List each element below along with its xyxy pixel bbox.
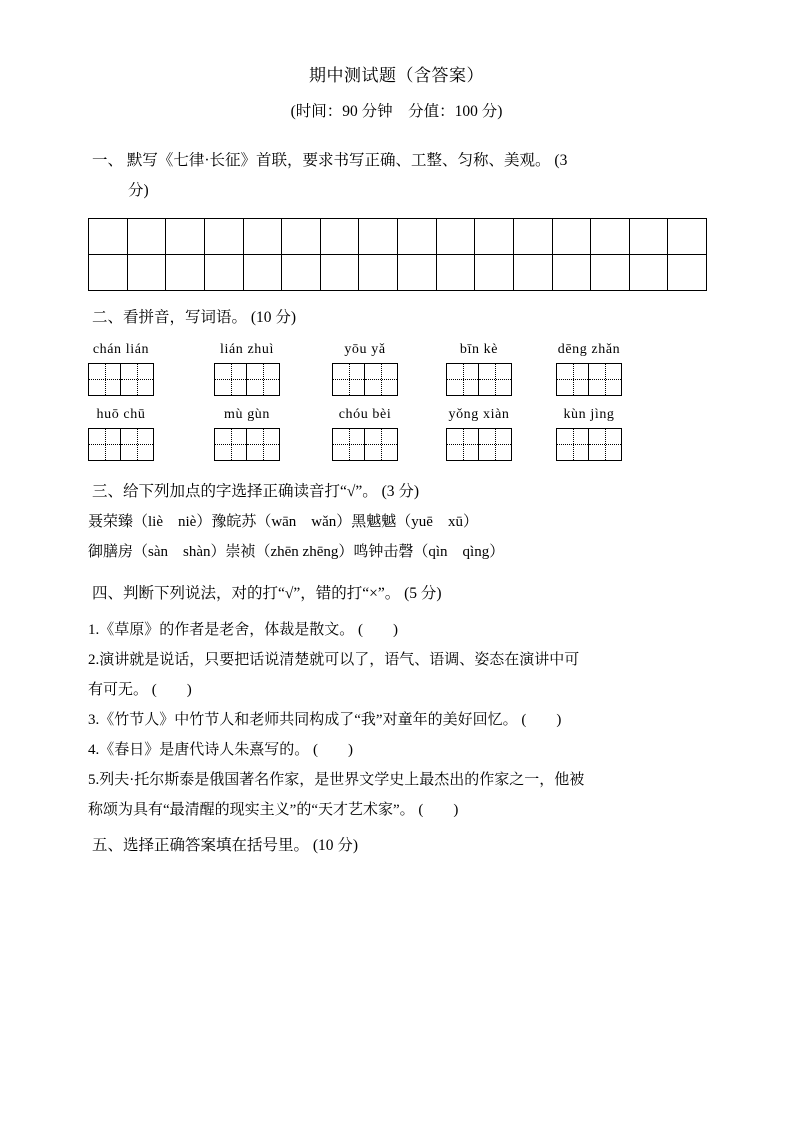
writing-grid-cell[interactable]	[398, 218, 437, 254]
pinyin-word-item	[214, 406, 280, 461]
pinyin-label: kùn jìng	[563, 406, 615, 422]
tianzige-cell[interactable]	[214, 428, 247, 461]
tianzige-cell[interactable]	[214, 363, 247, 396]
writing-grid-cell[interactable]	[89, 254, 128, 290]
writing-grid-cell[interactable]	[243, 254, 282, 290]
writing-grid-row	[89, 218, 707, 254]
pinyin-label: lián zhuì	[220, 341, 274, 357]
tianzige-cell[interactable]	[88, 428, 121, 461]
pinyin-word-item	[446, 406, 512, 461]
writing-grid-cell[interactable]	[127, 254, 166, 290]
judgement-item-5-line2: 称颂为具有“最清醒的现实主义”的“天才艺术家”。 ( )	[88, 801, 459, 818]
tianzige-cell[interactable]	[332, 363, 365, 396]
tianzige-box[interactable]	[88, 428, 154, 461]
exam-info-line: (时间：90 分钟 分值：100 分)	[290, 103, 503, 121]
writing-grid-cell[interactable]	[552, 254, 591, 290]
tianzige-box[interactable]	[446, 363, 512, 396]
section-three-heading: 三、给下列加点的字选择正确读音打“√”。 (3 分)	[92, 482, 420, 500]
tianzige-cell[interactable]	[589, 428, 622, 461]
judgement-item-5-line1: 5.列夫·托尔斯泰是俄国著名作家，是世界文学史上最杰出的作家之一，他被	[88, 771, 585, 788]
writing-grid-cell[interactable]	[629, 218, 668, 254]
pinyin-label: huō chū	[96, 406, 146, 422]
tianzige-cell[interactable]	[446, 428, 479, 461]
pinyin-answer-block	[0, 333, 793, 461]
tianzige-cell[interactable]	[556, 363, 589, 396]
writing-grid-cell[interactable]	[320, 254, 359, 290]
writing-grid-cell[interactable]	[513, 254, 552, 290]
writing-grid-body	[89, 218, 707, 290]
judgement-item-1: 1.《草原》的作者是老舍，体裁是散文。 ( )	[88, 621, 398, 638]
writing-grid-cell[interactable]	[668, 218, 707, 254]
pinyin-word-item	[332, 341, 398, 396]
section-two-heading: 二、看拼音，写词语。 (10 分)	[92, 308, 297, 326]
tianzige-box[interactable]	[556, 428, 622, 461]
writing-grid-wrapper	[0, 206, 793, 291]
tianzige-cell[interactable]	[121, 363, 154, 396]
writing-grid-cell[interactable]	[204, 218, 243, 254]
pinyin-row	[88, 406, 793, 461]
tianzige-cell[interactable]	[332, 428, 365, 461]
pinyin-label: chán lián	[92, 341, 150, 357]
section-one-heading-line1: 一、 默写《七律·长征》首联，要求书写正确、工整、匀称、美观。 (3	[92, 151, 568, 169]
writing-grid-cell[interactable]	[513, 218, 552, 254]
tianzige-box[interactable]	[446, 428, 512, 461]
pinyin-word-item	[88, 341, 154, 396]
pinyin-label: chóu bèi	[338, 406, 392, 422]
pinyin-label: mù gùn	[224, 406, 270, 422]
writing-grid-cell[interactable]	[552, 218, 591, 254]
tianzige-cell[interactable]	[88, 363, 121, 396]
section-four-heading: 四、判断下列说法，对的打“√”，错的打“×”。 (5 分)	[92, 584, 442, 602]
writing-grid-table	[88, 218, 707, 291]
writing-grid-cell[interactable]	[282, 218, 321, 254]
tianzige-cell[interactable]	[446, 363, 479, 396]
judgement-item-3: 3.《竹节人》中竹节人和老师共同构成了“我”对童年的美好回忆。 ( )	[88, 711, 562, 728]
section-one-heading-line2: 分)	[128, 181, 149, 199]
pinyin-word-item	[556, 341, 622, 396]
section-one-heading	[0, 146, 793, 206]
pinyin-label: yǒng xiàn	[448, 406, 510, 422]
tianzige-cell[interactable]	[365, 363, 398, 396]
tianzige-cell[interactable]	[121, 428, 154, 461]
writing-grid-cell[interactable]	[475, 254, 514, 290]
section-three-line-1: 聂荣臻（liè niè）豫皖苏（wān wǎn）黑魆魆（yuē xū）	[88, 513, 478, 530]
pinyin-label: dēng zhǎn	[557, 341, 621, 357]
judgement-item-2-line2: 有可无。 ( )	[88, 681, 192, 698]
writing-grid-cell[interactable]	[166, 254, 205, 290]
writing-grid-cell[interactable]	[166, 218, 205, 254]
judgement-item-2-line1: 2.演讲就是说话，只要把话说清楚就可以了，语气、语调、姿态在演讲中可	[88, 651, 580, 668]
writing-grid-cell[interactable]	[204, 254, 243, 290]
writing-grid-cell[interactable]	[591, 254, 630, 290]
pinyin-label: bīn kè	[459, 341, 499, 357]
writing-grid-cell[interactable]	[591, 218, 630, 254]
writing-grid-row	[89, 254, 707, 290]
pinyin-word-item	[88, 406, 154, 461]
writing-grid-cell[interactable]	[475, 218, 514, 254]
tianzige-cell[interactable]	[589, 363, 622, 396]
tianzige-box[interactable]	[214, 363, 280, 396]
tianzige-cell[interactable]	[479, 363, 512, 396]
pinyin-row	[88, 341, 793, 396]
tianzige-box[interactable]	[88, 363, 154, 396]
writing-grid-cell[interactable]	[359, 218, 398, 254]
pinyin-word-item	[332, 406, 398, 461]
tianzige-cell[interactable]	[247, 363, 280, 396]
pinyin-word-item	[214, 341, 280, 396]
writing-grid-cell[interactable]	[243, 218, 282, 254]
judgement-item-4: 4.《春日》是唐代诗人朱熹写的。 ( )	[88, 741, 353, 758]
writing-grid-cell[interactable]	[398, 254, 437, 290]
page-title: 期中测试题（含答案）	[309, 66, 484, 85]
writing-grid-cell[interactable]	[359, 254, 398, 290]
writing-grid-cell[interactable]	[127, 218, 166, 254]
tianzige-cell[interactable]	[556, 428, 589, 461]
section-three-line-2: 御膳房（sàn shàn）崇祯（zhēn zhēng）鸣钟击磬（qìn qìng）	[88, 543, 505, 560]
pinyin-word-item	[446, 341, 512, 396]
writing-grid-cell[interactable]	[282, 254, 321, 290]
writing-grid-cell[interactable]	[89, 218, 128, 254]
tianzige-box[interactable]	[332, 363, 398, 396]
writing-grid-cell[interactable]	[629, 254, 668, 290]
tianzige-cell[interactable]	[247, 428, 280, 461]
pinyin-label: yōu yǎ	[344, 341, 386, 357]
section-five-heading: 五、选择正确答案填在括号里。 (10 分)	[92, 836, 359, 854]
writing-grid-cell[interactable]	[320, 218, 359, 254]
writing-grid-cell[interactable]	[436, 218, 475, 254]
tianzige-box[interactable]	[556, 363, 622, 396]
tianzige-box[interactable]	[214, 428, 280, 461]
tianzige-box[interactable]	[332, 428, 398, 461]
writing-grid-cell[interactable]	[668, 254, 707, 290]
tianzige-cell[interactable]	[479, 428, 512, 461]
pinyin-word-item	[556, 406, 622, 461]
tianzige-cell[interactable]	[365, 428, 398, 461]
writing-grid-cell[interactable]	[436, 254, 475, 290]
